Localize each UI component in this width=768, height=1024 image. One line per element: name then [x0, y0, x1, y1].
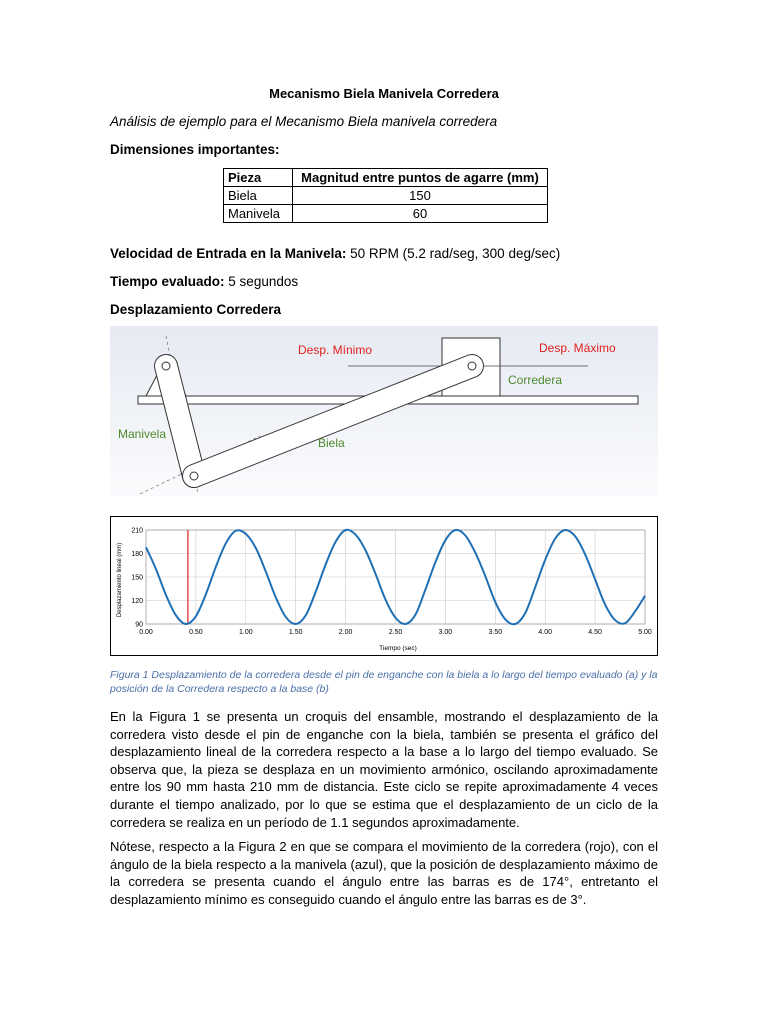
- time-label: Tiempo evaluado:: [110, 274, 225, 289]
- label-manivela: Manivela: [118, 427, 167, 441]
- label-biela: Biela: [318, 436, 345, 450]
- x-tick-label: 2.00: [338, 629, 353, 636]
- x-tick-label: 1.50: [288, 629, 303, 636]
- paragraph-2: Nótese, respecto a la Figura 2 en que se compara el movimiento de la corredera (rojo), con el ángulo de la biela respecto a la manivela (azul), que la posición de desplazamiento máximo de la corredera se presenta cuando el ángulo entre las barras es de 174°, entretanto el desplazamiento mínimo es conseguido cuando el ángulo entre las barras es de 3°.: [110, 839, 658, 907]
- displacement-heading: Desplazamiento Corredera: [110, 302, 282, 317]
- x-tick-label: 3.00: [438, 629, 453, 636]
- table-cell: Manivela: [224, 205, 293, 223]
- velocity-label: Velocidad de Entrada en la Manivela:: [110, 246, 347, 261]
- x-tick-label: 0.00: [139, 629, 153, 636]
- x-tick-label: 4.50: [588, 629, 602, 636]
- document-title: Mecanismo Biela Manivela Corredera: [269, 86, 499, 101]
- time-line: [110, 274, 298, 289]
- table-header-row: [224, 169, 548, 187]
- mechanism-sketch: [110, 326, 658, 496]
- label-desp-min: Desp. Mínimo: [298, 343, 373, 357]
- label-desp-max: Desp. Máximo: [539, 341, 616, 355]
- table-header-cell: Pieza: [224, 169, 293, 187]
- table-header-cell: Magnitud entre puntos de agarre (mm): [293, 169, 548, 187]
- y-tick-label: 210: [131, 527, 143, 535]
- document-subtitle: Análisis de ejemplo para el Mecanismo Biela manivela corredera: [110, 114, 498, 129]
- x-tick-label: 2.50: [388, 629, 403, 636]
- paragraph-1: En la Figura 1 se presenta un croquis del ensamble, mostrando el desplazamiento de la corredera visto desde el pin de enganche con la biela, también se presenta el gráfico del desplazamiento lineal de la corredera respecto a la base a lo largo del tiempo evaluado. Se observa que, la pieza se desplaza en un movimiento armónico, oscilando aproximadamente entre los 90 mm hasta 210 mm de distancia. Este ciclo se repite aproximadamente 4 veces durante el tiempo analizado, por lo que se estima que el desplazamiento de un ciclo de la corredera se realiza en un período de 1.1 segundos aproximadamente.: [110, 709, 658, 830]
- y-tick-label: 90: [135, 621, 143, 629]
- x-tick-label: 1.00: [238, 629, 253, 636]
- table-cell: 60: [293, 205, 548, 223]
- y-tick-label: 150: [131, 574, 143, 582]
- velocity-value: 50 RPM (5.2 rad/seg, 300 deg/sec): [350, 246, 561, 261]
- table-row: [224, 205, 548, 223]
- table-cell: Biela: [224, 187, 293, 205]
- chart-x-axis-label: Tiempo (sec): [379, 645, 417, 652]
- x-tick-label: 5.00: [638, 629, 652, 636]
- displacement-chart: [110, 516, 658, 656]
- figure-caption: Figura 1 Desplazamiento de la corredera desde el pin de enganche con la biela a lo largo del tiempo evaluado (a) y la posición de la Corredera respecto a la base (b): [110, 669, 658, 695]
- table-cell: 150: [293, 187, 548, 205]
- velocity-line: [110, 246, 560, 261]
- table-row: [224, 187, 548, 205]
- x-tick-label: 3.50: [488, 629, 503, 636]
- chart-grid: [146, 530, 645, 624]
- time-value: 5 segundos: [228, 274, 299, 289]
- x-tick-label: 0.50: [189, 629, 203, 636]
- dimensions-table: [223, 168, 548, 223]
- x-tick-label: 4.00: [538, 629, 553, 636]
- pin: [162, 362, 170, 370]
- y-tick-label: 120: [131, 598, 143, 605]
- pin: [468, 362, 476, 370]
- y-tick-label: 180: [131, 551, 143, 558]
- dimensions-heading: Dimensiones importantes:: [110, 142, 280, 157]
- chart-y-axis-label: Desplazamiento lineal (mm): [117, 542, 123, 618]
- pin: [190, 472, 198, 480]
- label-corredera: Corredera: [508, 373, 563, 387]
